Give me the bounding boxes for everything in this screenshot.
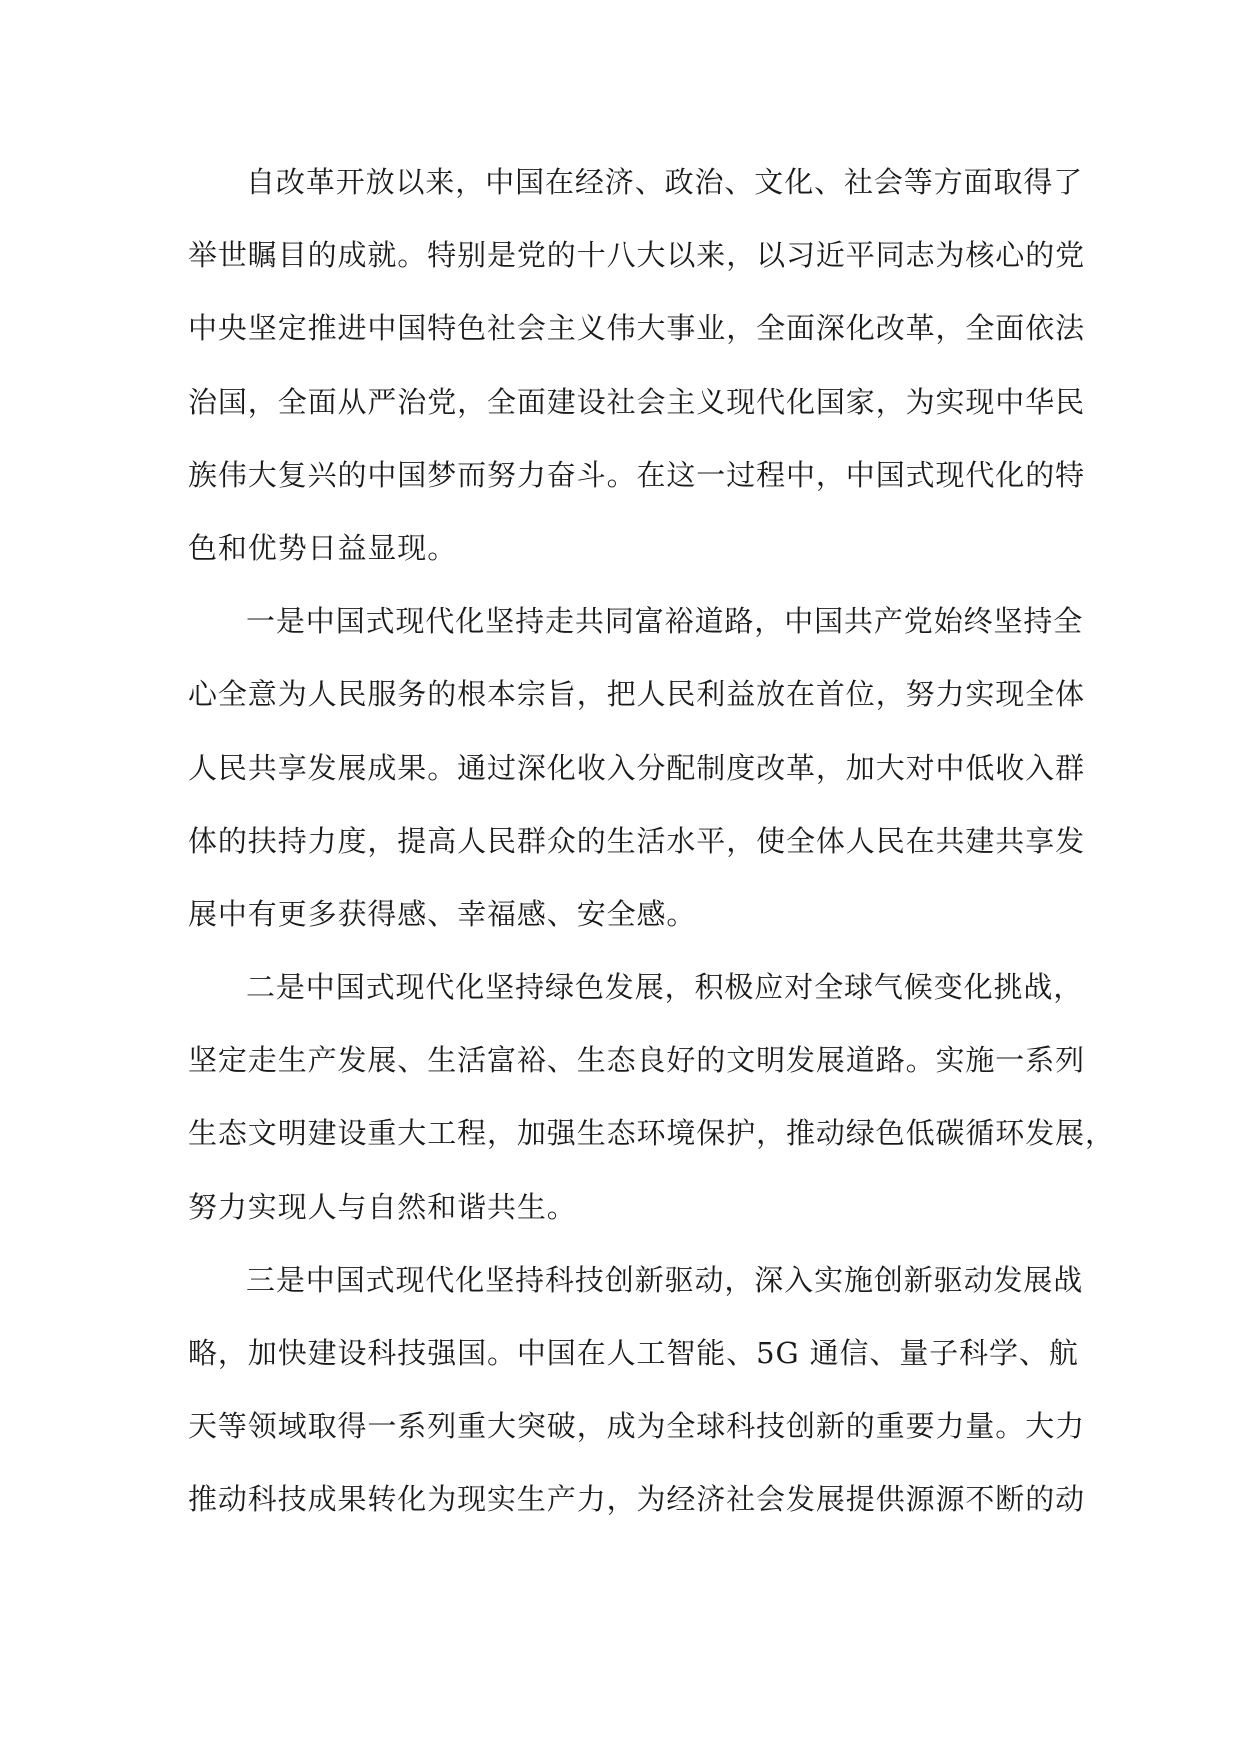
paragraph-4-line-3: 天等领域取得一系列重大突破，成为全球科技创新的重要力量。大力 <box>188 1409 1086 1444</box>
document-body <box>188 146 1115 1537</box>
paragraph-3-line-2: 坚定走生产发展、生活富裕、生态良好的文明发展道路。实施一系列 <box>188 1043 1086 1078</box>
paragraph-1-line-4: 治国，全面从严治党，全面建设社会主义现代化国家，为实现中华民 <box>188 384 1086 419</box>
paragraph-1-line-1: 自改革开放以来，中国在经济、政治、文化、社会等方面取得了 <box>246 165 1084 199</box>
paragraph-2-line-5: 展中有更多获得感、幸福感、安全感。 <box>188 896 697 931</box>
paragraph-2-line-1: 一是中国式现代化坚持走共同富裕道路，中国共产党始终坚持全 <box>246 604 1084 639</box>
paragraph-3-line-3: 生态文明建设重大工程，加强生态环境保护，推动绿色低碳循环发展， <box>188 1116 1115 1151</box>
paragraph-1-line-6: 色和优势日益显现。 <box>188 530 458 565</box>
paragraph-1-line-2: 举世瞩目的成就。特别是党的十八大以来，以习近平同志为核心的党 <box>188 238 1086 273</box>
paragraph-2-line-3: 人民共享发展成果。通过深化收入分配制度改革，加大对中低收入群 <box>188 750 1086 785</box>
paragraph-2-line-2: 心全意为人民服务的根本宗旨，把人民利益放在首位，努力实现全体 <box>188 677 1086 712</box>
paragraph-4-line-1: 三是中国式现代化坚持科技创新驱动，深入实施创新驱动发展战 <box>246 1262 1084 1297</box>
paragraph-4-line-2: 略，加快建设科技强国。中国在人工智能、5G 通信、量子科学、航 <box>188 1336 1079 1370</box>
paragraph-3-line-1: 二是中国式现代化坚持绿色发展，积极应对全球气候变化挑战， <box>246 970 1084 1005</box>
paragraph-2-line-4: 体的扶持力度，提高人民群众的生活水平，使全体人民在共建共享发 <box>188 823 1086 858</box>
paragraph-1-line-5: 族伟大复兴的中国梦而努力奋斗。在这一过程中，中国式现代化的特 <box>188 457 1086 492</box>
paragraph-4-line-4: 推动科技成果转化为现实生产力，为经济社会发展提供源源不断的动 <box>188 1482 1086 1517</box>
paragraph-3-line-4: 努力实现人与自然和谐共生。 <box>188 1189 577 1224</box>
paragraph-1-line-3: 中央坚定推进中国特色社会主义伟大事业，全面深化改革，全面依法 <box>188 311 1086 346</box>
